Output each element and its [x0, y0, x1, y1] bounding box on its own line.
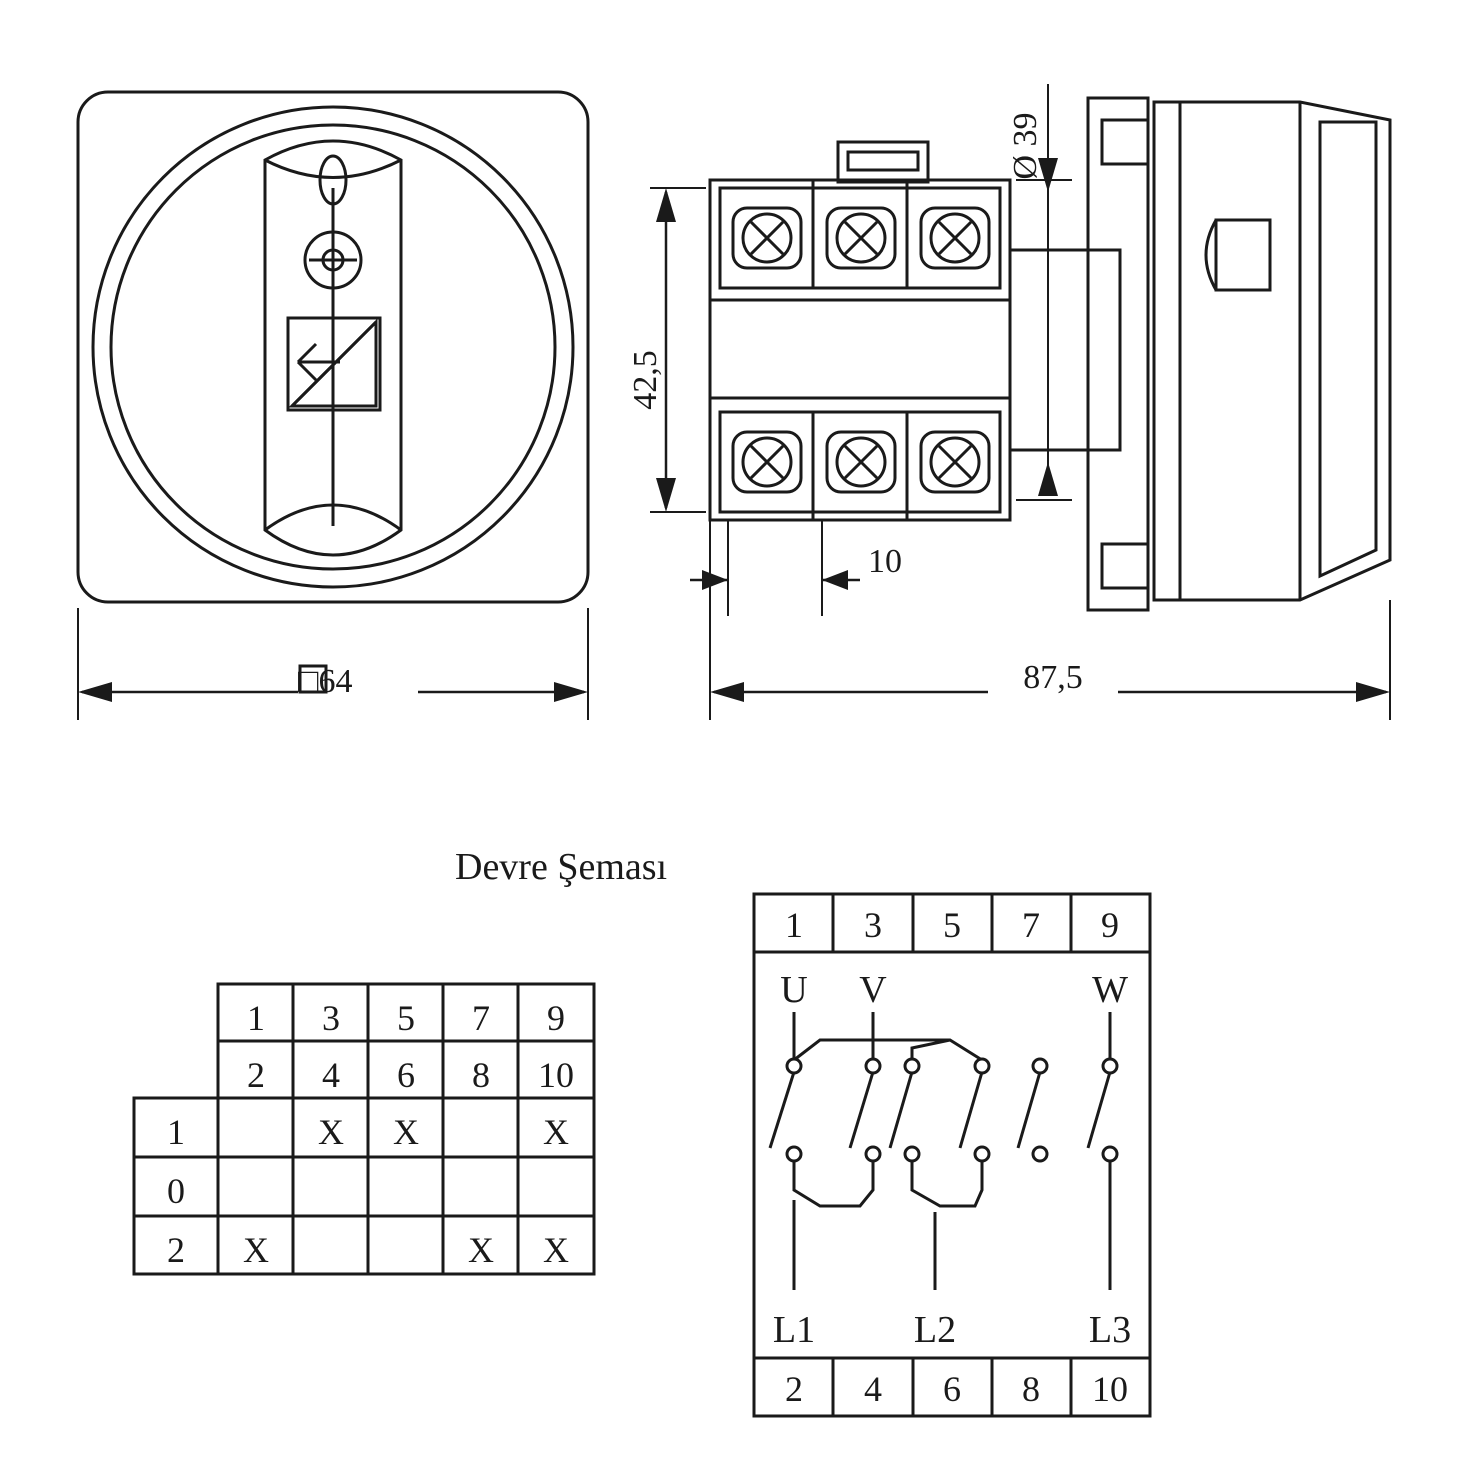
table-row-pos-0: 0: [167, 1171, 185, 1211]
table-cell-r1c5: X: [543, 1112, 569, 1152]
schematic-label-L3: L3: [1088, 1309, 1132, 1351]
table-col-bot-5: 10: [538, 1055, 574, 1095]
schematic-label-L2: L2: [913, 1309, 957, 1351]
table-col-top-4: 7: [472, 998, 490, 1038]
table-col-top-2: 3: [322, 998, 340, 1038]
schematic-top-terminal-9: 9: [1101, 905, 1119, 945]
dim-height: 42,5: [627, 350, 664, 410]
dim-pitch: 10: [868, 543, 902, 580]
side-view: [620, 60, 1450, 740]
table-col-top-3: 5: [397, 998, 415, 1038]
circuit-schematic: [750, 890, 1160, 1420]
table-cell-r3c1: X: [243, 1230, 269, 1270]
dim-shaft-diameter: Ø 39: [1007, 112, 1044, 180]
section-title: Devre Şeması: [455, 846, 668, 888]
table-row-pos-1: 1: [167, 1112, 185, 1152]
table-col-bot-2: 4: [322, 1055, 340, 1095]
table-col-top-5: 9: [547, 998, 565, 1038]
schematic-top-terminal-5: 5: [943, 905, 961, 945]
schematic-bot-terminal-10: 10: [1092, 1369, 1128, 1409]
schematic-bot-terminal-2: 2: [785, 1369, 803, 1409]
table-cell-r1c2: X: [318, 1112, 344, 1152]
schematic-label-W: W: [1092, 969, 1128, 1011]
schematic-top-terminal-3: 3: [864, 905, 882, 945]
schematic-label-V: V: [859, 969, 887, 1011]
dim-total-depth: 87,5: [1023, 659, 1083, 696]
contact-table: [130, 980, 600, 1280]
schematic-top-terminal-1: 1: [785, 905, 803, 945]
schematic-bot-terminal-6: 6: [943, 1369, 961, 1409]
table-cell-r3c4: X: [468, 1230, 494, 1270]
table-col-bot-3: 6: [397, 1055, 415, 1095]
schematic-bot-terminal-8: 8: [1022, 1369, 1040, 1409]
schematic-bot-terminal-4: 4: [864, 1369, 882, 1409]
schematic-label-L1: L1: [772, 1309, 816, 1351]
table-col-top-1: 1: [247, 998, 265, 1038]
schematic-top-terminal-7: 7: [1022, 905, 1040, 945]
schematic-label-U: U: [780, 969, 808, 1011]
table-col-bot-4: 8: [472, 1055, 490, 1095]
dim-front-width: □64: [298, 663, 353, 700]
table-cell-r3c5: X: [543, 1230, 569, 1270]
table-col-bot-1: 2: [247, 1055, 265, 1095]
table-row-pos-2: 2: [167, 1230, 185, 1270]
front-view: [40, 60, 600, 740]
table-cell-r1c3: X: [393, 1112, 419, 1152]
